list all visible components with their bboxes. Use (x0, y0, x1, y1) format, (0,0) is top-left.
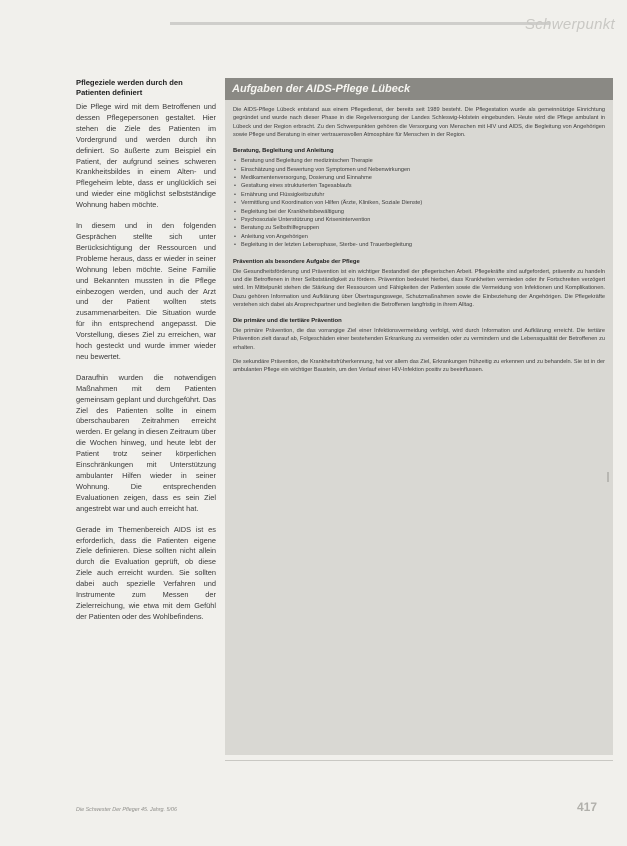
list-item: • Begleitung bei der Krankheitsbewältigung (233, 208, 605, 216)
left-paragraph: Die Pflege wird mit dem Betroffenen und dessen Pflegepersonen gestaltet. Hier stehen die Ziele des Patienten im Vordergrund und werden durch ihn definiert. So äußerte zum Beispiel ein Patient, der aufgrund seines schweren Krankheitsbildes in einem Alten- und Pflegeheim lebte, dass er unglücklich sei und wieder eine möglichst selbstständige Wohnung haben möchte. (76, 102, 216, 210)
box-title: Aufgaben der AIDS-Pflege Lübeck (225, 78, 613, 100)
info-box (225, 78, 613, 755)
list-item: • Medikamentenversorgung, Dosierung und Einnahme (233, 174, 605, 182)
box-paragraph: Die primäre Prävention, die das vorrangige Ziel einer Infektionsvermeidung verfolgt, wird durch Information und Aufklärung erreicht. Die tertiäre Prävention zielt darauf ab, Folgeschäden einer bestehenden Erkrankung zu vermeiden oder zu vermindern und die Lebensqualität der Betroffenen zu erhalten. (233, 328, 605, 351)
box-paragraph: Die sekundäre Prävention, die Krankheitsfrüherkennung, hat vor allem das Ziel, Erkrankungen frühzeitig zu erkennen und zu behandeln. Sie ist in der ambulanten Pflege ein wichtiger Baustein, um den Verlauf einer HIV-Infektion positiv zu beeinflussen. (233, 359, 605, 374)
left-paragraph: Gerade im Themenbereich AIDS ist es erforderlich, dass die Patienten eigene Ziele definieren. Diese sollten nicht allein durch die Evaluation geprüft, ob diese Ziele auch erreicht wurden. Sie sollten dabei auch spezielle Verfahren und Instrumente zum Messen der Zielerreichung, wie etwa mit dem Gefühl der Patienten oder des Wohlbefindens. (76, 524, 216, 621)
left-column (76, 78, 216, 633)
list-item: • Vermittlung und Koordination von Hilfen (Ärzte, Kliniken, Soziale Dienste) (233, 199, 605, 207)
bottom-rule (225, 760, 613, 761)
box-section-title: Beratung, Begleitung und Anleitung (233, 148, 334, 155)
left-paragraph: In diesem und in den folgenden Gesprächen stellte sich unter Berücksichtigung der Ressourcen und Probleme heraus, dass er wieder in seiner Wohnung leben möchte. Seine Familie und Bekannten mussten in die Pflege einbezogen werden, und auch der Arzt und der Patient wollten stets zusammenarbeiten. Die Situation wurde für ihn entsprechend angepasst. Die Vorstellung, dieses Ziel zu erreichen, war hoch gesteckt und wurde immer wieder neu bewertet. (76, 221, 216, 361)
list-item: • Anleitung von Angehörigen (233, 233, 605, 241)
list-item: • Begleitung in der letzten Lebensphase, Sterbe- und Trauerbegleitung (233, 241, 605, 249)
header-rule (170, 22, 550, 25)
list-item: • Einschätzung und Bewertung von Symptomen und Nebenwirkungen (233, 166, 605, 174)
journal-reference: Die Schwester Der Pfleger 45. Jahrg. 5/06 (76, 807, 177, 813)
box-intro: Die AIDS-Pflege Lübeck entstand aus einem Pflegedienst, der bereits seit 1989 besteht. Die Pflegestation wurde als gemeinnützige Einrichtung gegründet und wurde nach dieser Phase in die Regelversorgung der Landes Schleswig-Holstein eingebunden. Heute wird die Pflege ambulant in Lübeck und der Region erbracht. Zu den Schwerpunkten gehören die Versorgung von Menschen mit HIV und AIDS, die Begleitung von Angehörigen sowie Pflege und Beratung in einer vertrauensvollen Atmosphäre für Menschen in der Region. (233, 107, 605, 138)
section-header (0, 8, 627, 36)
section-label: Schwerpunkt (524, 16, 615, 33)
list-item: • Psychosoziale Unterstützung und Krisenintervention (233, 216, 605, 224)
box-section-title: Die primäre und die tertiäre Prävention (233, 318, 342, 325)
left-paragraph: Daraufhin wurden die notwendigen Maßnahmen mit dem Patienten gemeinsam geplant und durchgeführt. Das Ziel des Patienten sollte in einem überschaubaren Zeitrahmen erreicht werden. Er gelang in diesen Zeitraum über die Wochen hinweg, und heute lebt der Patient trotz seiner körperlichen Einschränkungen mit Unterstützung ambulanter Hilfen wieder in seiner Wohnung. Die entsprechenden Evaluationen zeigen, dass es sein Ziel angestrebt war und auch erreicht hat. (76, 372, 216, 513)
list-item: • Gestaltung eines strukturierten Tagesablaufs (233, 182, 605, 190)
box-body (225, 100, 613, 375)
list-item: • Beratung und Begleitung der medizinischen Therapie (233, 157, 605, 165)
left-heading: Pflegeziele werden durch den Patienten definiert (76, 78, 183, 97)
page-number: 417 (576, 800, 597, 814)
margin-mark (607, 472, 609, 482)
box-paragraph: Die Gesundheitsförderung und Prävention ist ein wichtiger Bestandteil der pflegerischen Arbeit. Pflegekräfte sind aufgefordert, präventiv zu handeln und die Betroffenen in ihrer Selbstständigkeit zu fördern. Prävention bedeutet hierbei, dass Krankheiten vermieden oder ihr Fortschreiten verzögert wird. Im Mittelpunkt stehen die Stärkung der Ressourcen und Fähigkeiten der Patienten sowie die Vermeidung von Infektionen und Komplikationen. Dazu gehören Information und Aufklärung über Übertragungswege, Schutzmaßnahmen sowie die Einbeziehung der Angehörigen. Die Pflegekräfte verstehen sich dabei als Ansprechpartner und begleiten die Betroffenen langfristig in ihrem Alltag. (233, 268, 605, 308)
list-item: • Beratung zu Selbsthilfegruppen (233, 224, 605, 232)
task-list (233, 157, 605, 249)
box-section-title: Prävention als besondere Aufgabe der Pflege (233, 258, 360, 265)
list-item: • Ernährung und Flüssigkeitszufuhr (233, 191, 605, 199)
